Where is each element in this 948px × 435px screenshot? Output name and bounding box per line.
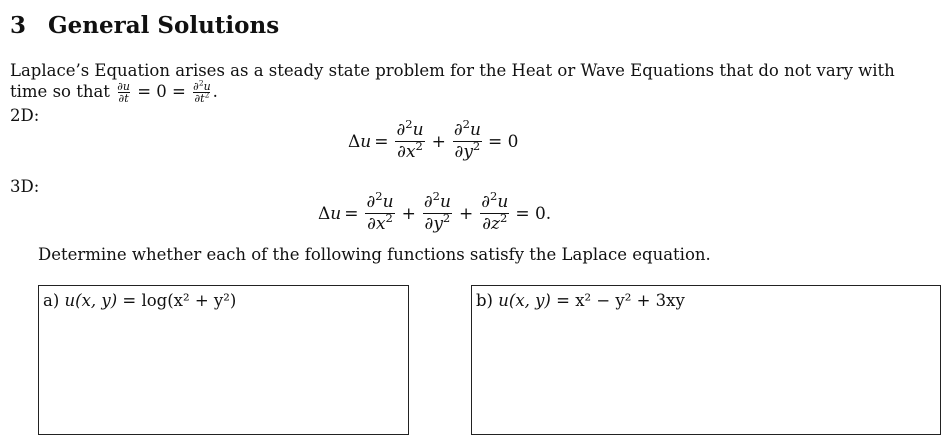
answer-box-b-prefix: b): [476, 291, 493, 310]
laplace-2d-equation: Δu = $\frac{\partial^2u}{\partial x^2}$ + $\frac{\partial^2u}{\partial y^2}$ = 0: [348, 117, 519, 162]
section-title: General Solutions: [48, 12, 280, 39]
laplace-3d-equation: Δu = $\frac{\partial^2u}{\partial x^2}$ + $\frac{\partial^2u}{\partial y^2}$ + $\frac{\partial^2u}{\partial z^2}$ = 0.: [318, 189, 552, 234]
answer-box-a-prefix: a): [43, 291, 60, 310]
equation-2d-rhs: = 0: [487, 131, 519, 152]
d2u-dx2-fraction-3d: $\frac{\partial^2u}{\partial x^2}$: [366, 189, 394, 234]
answer-box-b-rhs: = x² − y² + 3xy: [556, 291, 685, 310]
intro-line-2-prefix: time so that: [10, 82, 110, 101]
intro-line-2: time so that $\frac{\partial u}{\partial t}$ = 0 = $\frac{\partial^2u}{\partial t^2}$ .: [10, 78, 218, 105]
answer-box-a-label: [43, 291, 236, 310]
d2u-dy2-fraction: $\frac{\partial^2u}{\partial y^2}$: [453, 117, 481, 162]
d2u-dt2-fraction: $\frac{\partial^2u}{\partial t^2}$: [193, 78, 211, 105]
answer-box-a-lhs: u(x, y): [64, 291, 118, 310]
label-2d: 2D:: [10, 106, 40, 125]
du-dt-fraction: $\frac{\partial u}{\partial t}$: [117, 80, 130, 105]
intro-line-2-suffix: .: [212, 82, 218, 101]
section-heading: [10, 12, 279, 39]
answer-box-a-rhs: = log(x² + y²): [122, 291, 237, 310]
d2u-dx2-fraction: $\frac{\partial^2u}{\partial x^2}$: [396, 117, 424, 162]
equation-3d-rhs: = 0.: [515, 203, 552, 224]
answer-box-a[interactable]: [38, 285, 409, 435]
d2u-dy2-fraction-3d: $\frac{\partial^2u}{\partial y^2}$: [423, 189, 451, 234]
question-text: Determine whether each of the following functions satisfy the Laplace equation.: [38, 245, 711, 264]
intro-paragraph: [10, 60, 895, 104]
answer-box-b[interactable]: [471, 285, 941, 435]
label-3d: 3D:: [10, 177, 40, 196]
section-number: 3: [10, 12, 27, 39]
intro-line-1: Laplace’s Equation arises as a steady state problem for the Heat or Wave Equations that do not vary with: [10, 61, 895, 80]
answer-box-b-lhs: u(x, y): [498, 291, 551, 310]
answer-box-b-label: [476, 291, 685, 310]
d2u-dz2-fraction-3d: $\frac{\partial^2u}{\partial z^2}$: [481, 189, 509, 234]
